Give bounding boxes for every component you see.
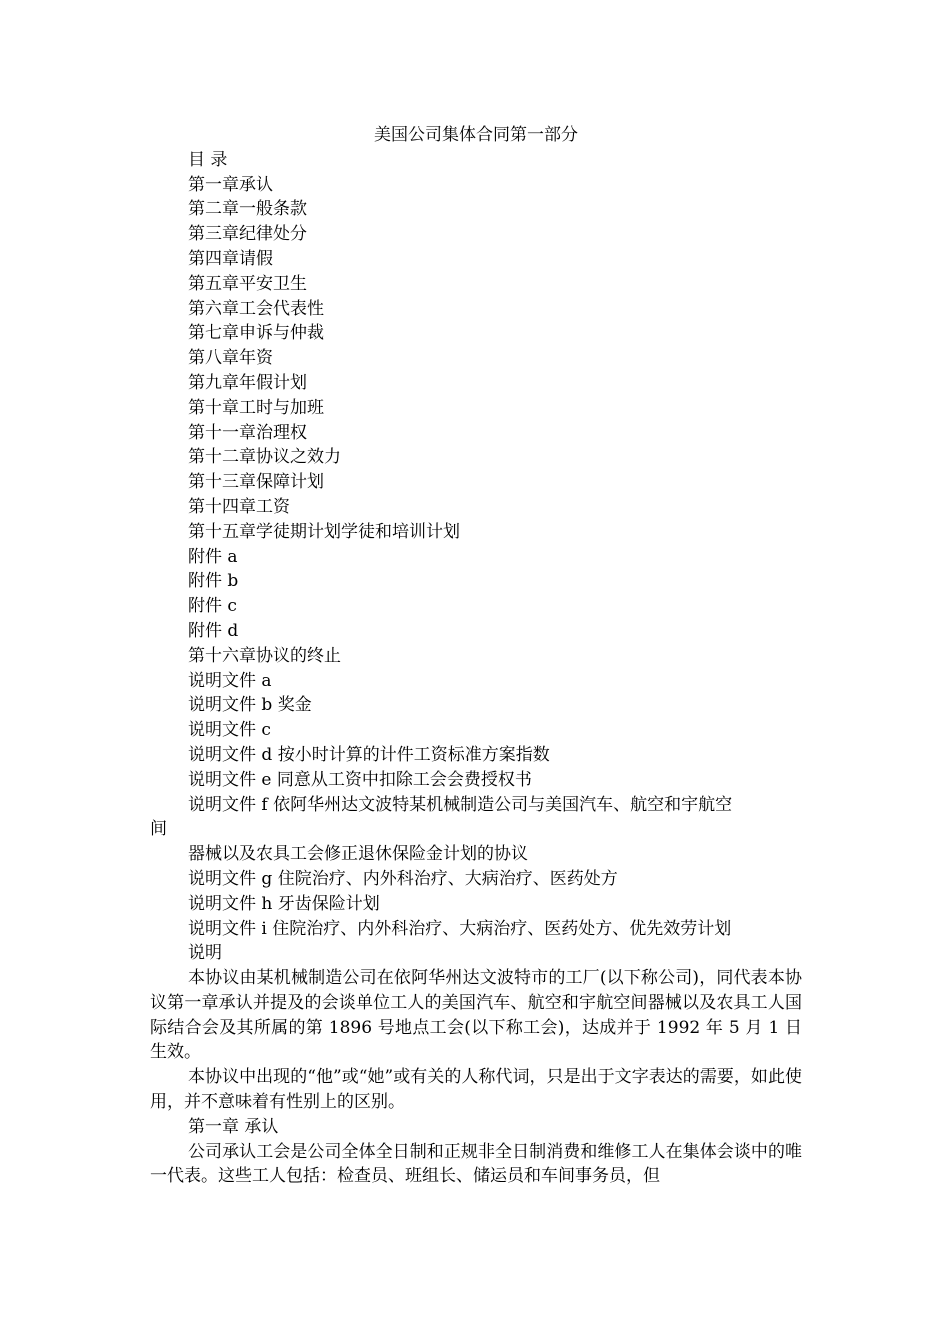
toc-item: 附件 b	[188, 571, 239, 592]
toc-item: 说明	[188, 943, 222, 964]
table-of-contents	[150, 173, 802, 967]
toc-item: 第六章工会代表性	[188, 298, 324, 319]
body-paragraph: 公司承认工会是公司全体全日制和正规非全日制消费和维修工人在集体会谈中的唯一代表。这些工人包括：检查员、班组长、储运员和车间事务员，但	[150, 1141, 802, 1187]
document-title: 美国公司集体合同第一部分	[374, 125, 578, 145]
toc-item: 第十一章治理权	[188, 422, 307, 443]
toc-item: 第二章一般条款	[188, 199, 307, 220]
toc-item-wrap-continuation: 间	[150, 819, 167, 840]
toc-item: 第五章平安卫生	[188, 273, 307, 294]
toc-item: 第十六章协议的终止	[188, 645, 341, 666]
body-paragraph: 本协议由某机械制造公司在依阿华州达文波特市的工厂(以下称公司)，同代表本协议第一章承认并提及的会谈单位工人的美国汽车、航空和宇航空间器械以及农具工人国际结合会及其所属的第 1896 号地点工会(以下称工会)，达成并于 1992 年 5 月 1 日生效。	[150, 968, 802, 1063]
toc-item: 第十五章学徒期计划学徒和培训计划	[188, 521, 460, 542]
toc-item: 第四章请假	[188, 248, 273, 269]
toc-item: 说明文件 g 住院治疗、内外科治疗、大病治疗、医药处方	[188, 868, 618, 889]
toc-item-wrapped: 说明文件 f 依阿华州达文波特某机械制造公司与美国汽车、航空和宇航空	[188, 794, 733, 815]
toc-item: 第八章年资	[188, 348, 273, 369]
toc-item: 第三章纪律处分	[188, 224, 307, 245]
body-paragraph: 本协议中出现的“他”或“她”或有关的人称代词，只是出于文字表达的需要，如此使用，并不意味着有性别上的区别。	[150, 1067, 802, 1113]
toc-item: 说明文件 a	[188, 670, 272, 691]
toc-item: 附件 a	[188, 546, 238, 567]
toc-item: 说明文件 h 牙齿保险计划	[188, 893, 380, 914]
toc-item: 说明文件 b 奖金	[188, 695, 312, 716]
toc-item: 说明文件 d 按小时计算的计件工资标准方案指数	[188, 744, 550, 765]
toc-item: 说明文件 e 同意从工资中扣除工会会费授权书	[188, 769, 532, 790]
toc-item: 第十章工时与加班	[188, 397, 324, 418]
toc-item: 第十四章工资	[188, 496, 290, 517]
document-page	[150, 123, 802, 1189]
toc-item: 说明文件 i 住院治疗、内外科治疗、大病治疗、医药处方、优先效劳计划	[188, 918, 732, 939]
toc-item: 第七章申诉与仲裁	[188, 323, 324, 344]
toc-item: 第九章年假计划	[188, 372, 307, 393]
toc-item: 第十三章保障计划	[188, 472, 324, 493]
toc-item: 说明文件 c	[188, 720, 271, 741]
chapter-heading: 第一章 承认	[188, 1116, 279, 1137]
toc-item: 器械以及农具工会修正退休保险金计划的协议	[188, 844, 528, 865]
toc-item: 附件 d	[188, 620, 239, 641]
toc-item: 附件 c	[188, 596, 237, 617]
toc-item: 第一章承认	[188, 174, 273, 195]
toc-heading: 目 录	[188, 149, 228, 170]
toc-item: 第十二章协议之效力	[188, 447, 341, 468]
